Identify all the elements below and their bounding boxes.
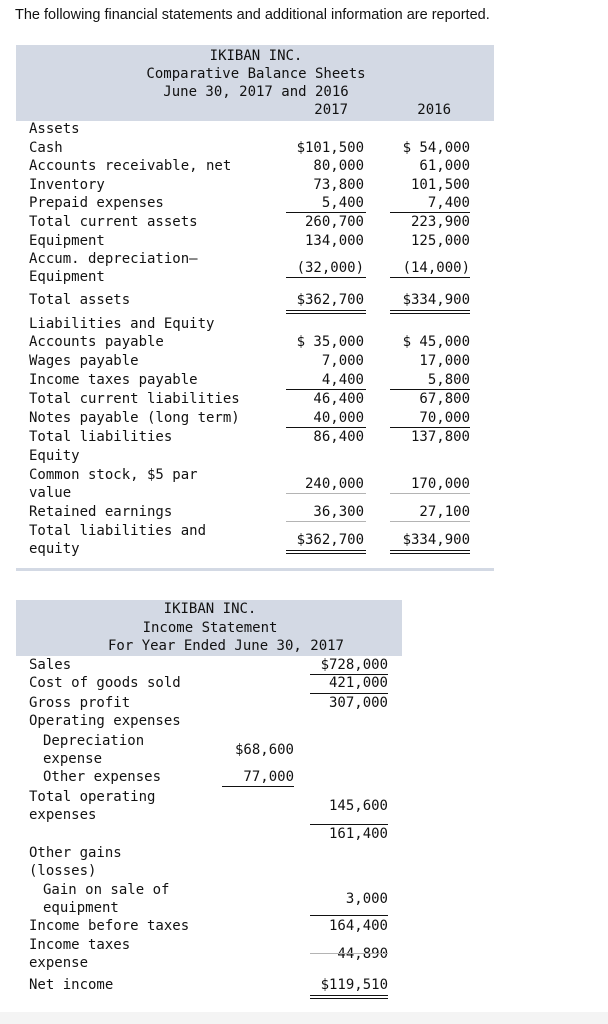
is-outer-value: 307,000 — [328, 695, 388, 711]
is-row-label-cont: (losses) — [29, 863, 97, 879]
double-underline-2017-b — [286, 313, 366, 314]
bs-value-2016: (14,000) — [402, 260, 470, 276]
is-outer-value: 164,400 — [328, 918, 388, 934]
bs-row-label: Liabilities and Equity — [29, 316, 215, 332]
column-header-2017: 2017 — [314, 102, 348, 118]
balance-sheet-date: June 30, 2017 and 2016 — [163, 84, 349, 100]
is-row-label: Gross profit — [29, 695, 131, 711]
is-row-label: Sales — [29, 657, 72, 673]
bs-value-2016: 125,000 — [410, 233, 470, 249]
bs-row-label: Retained earnings — [29, 504, 173, 520]
is-row-label: Income taxes — [29, 937, 131, 953]
is-outer-value: 145,600 — [328, 798, 388, 814]
is-double-underline-a — [310, 995, 388, 996]
underline-2016 — [390, 277, 470, 278]
bs-value-2016: 17,000 — [419, 353, 470, 369]
bs-row-label-cont: Equipment — [29, 269, 105, 285]
bs-row-label: Assets — [29, 121, 80, 137]
balance-sheet-bottom-bar — [16, 568, 494, 571]
bs-value-2016: 27,100 — [419, 504, 470, 520]
bs-value-2017: 240,000 — [304, 476, 364, 492]
double-underline-2016-b — [390, 553, 470, 554]
bs-row-label: Common stock, $5 par — [29, 467, 198, 483]
income-statement-period: For Year Ended June 30, 2017 — [107, 638, 344, 654]
is-double-underline-b — [310, 998, 388, 999]
bs-row-label: Total current assets — [29, 214, 198, 230]
bs-value-2017: 73,800 — [313, 177, 364, 193]
is-underline-other-expenses — [222, 786, 294, 787]
bs-row-label-cont: equity — [29, 541, 80, 557]
bs-row-label: Cash — [29, 140, 63, 156]
divider-2017 — [286, 493, 366, 494]
is-underline-cogs — [310, 693, 388, 694]
is-outer-value: 44,890 — [337, 946, 388, 962]
bs-value-2017: $101,500 — [296, 140, 364, 156]
bs-value-2016: 61,000 — [419, 158, 470, 174]
bs-value-2017: $362,700 — [296, 532, 364, 548]
is-row-label: Other gains — [29, 845, 122, 861]
is-underline-sales — [310, 674, 388, 675]
bs-row-label: Total liabilities and — [29, 523, 207, 539]
bs-value-2016: 67,800 — [419, 391, 470, 407]
is-inner-value: 77,000 — [243, 769, 294, 785]
bs-value-2017: 86,400 — [313, 429, 364, 445]
bs-value-2017: 36,300 — [313, 504, 364, 520]
double-underline-2017-a — [286, 550, 366, 551]
bs-row-label: Equity — [29, 448, 80, 464]
intro-text: The following financial statements and additional information are reported. — [15, 7, 490, 23]
bs-row-label: Equipment — [29, 233, 105, 249]
bs-value-2016: $334,900 — [402, 532, 470, 548]
divider-2016 — [390, 493, 470, 494]
bs-value-2017: 46,400 — [313, 391, 364, 407]
bs-row-label: Inventory — [29, 177, 105, 193]
bs-value-2017: 5,400 — [321, 195, 364, 211]
is-row-label: Cost of goods sold — [29, 675, 181, 691]
bs-row-label: Accounts payable — [29, 334, 164, 350]
is-row-label-cont: equipment — [43, 900, 119, 916]
bs-value-2016: $ 45,000 — [402, 334, 470, 350]
bs-row-label: Accounts receivable, net — [29, 158, 232, 174]
double-underline-2016-a — [390, 550, 470, 551]
divider-2016 — [390, 521, 470, 522]
is-row-label-cont: expenses — [29, 807, 97, 823]
is-row-label: Other expenses — [43, 769, 162, 785]
bs-row-label: Accum. depreciation— — [29, 251, 198, 267]
column-header-2016: 2016 — [417, 102, 451, 118]
is-row-label: Operating expenses — [29, 713, 181, 729]
is-underline-total-opex — [310, 824, 388, 825]
bs-row-label: Total liabilities — [29, 429, 173, 445]
is-underline-gain — [310, 915, 388, 916]
bs-value-2017: 4,400 — [321, 372, 364, 388]
bs-row-label: Notes payable (long term) — [29, 410, 240, 426]
income-statement-title: Income Statement — [142, 620, 278, 636]
bs-value-2016: 70,000 — [419, 410, 470, 426]
bs-value-2016: 223,900 — [410, 214, 470, 230]
bs-value-2016: 101,500 — [410, 177, 470, 193]
is-outer-value: 161,400 — [328, 826, 388, 842]
is-row-label: Total operating — [29, 789, 156, 805]
bs-value-2017: 134,000 — [304, 233, 364, 249]
double-underline-2016-b — [390, 313, 470, 314]
divider-2017 — [286, 521, 366, 522]
is-row-label-cont: expense — [43, 751, 103, 767]
is-divider-pretax — [310, 953, 388, 954]
double-underline-2016-a — [390, 310, 470, 311]
is-inner-value: $68,600 — [234, 742, 294, 758]
bs-value-2017: 7,000 — [321, 353, 364, 369]
bs-row-label: Income taxes payable — [29, 372, 198, 388]
bs-row-label: Total assets — [29, 292, 131, 308]
page-bottom-band — [0, 1012, 608, 1024]
bs-value-2017: 80,000 — [313, 158, 364, 174]
bs-row-label: Prepaid expenses — [29, 195, 164, 211]
is-outer-value: $728,000 — [320, 657, 388, 673]
income-statement-company: IKIBAN INC. — [163, 601, 257, 617]
double-underline-2017-b — [286, 553, 366, 554]
is-row-label: Depreciation — [43, 733, 145, 749]
bs-value-2016: 7,400 — [427, 195, 470, 211]
bs-value-2017: (32,000) — [296, 260, 364, 276]
is-outer-value: 421,000 — [328, 675, 388, 691]
balance-sheet-title: Comparative Balance Sheets — [146, 66, 366, 82]
bs-value-2016: $334,900 — [402, 292, 470, 308]
bs-value-2016: 170,000 — [410, 476, 470, 492]
is-row-label: Income before taxes — [29, 918, 190, 934]
balance-sheet-company: IKIBAN INC. — [209, 48, 303, 64]
bs-row-label: Wages payable — [29, 353, 139, 369]
bs-value-2017: $ 35,000 — [296, 334, 364, 350]
underline-2017 — [286, 277, 366, 278]
bs-value-2016: 137,800 — [410, 429, 470, 445]
bs-value-2017: $362,700 — [296, 292, 364, 308]
bs-row-label-cont: value — [29, 485, 72, 501]
is-outer-value: 3,000 — [345, 891, 388, 907]
bs-row-label: Total current liabilities — [29, 391, 240, 407]
bs-value-2016: 5,800 — [427, 372, 470, 388]
is-row-label-cont: expense — [29, 955, 89, 971]
bs-value-2017: 260,700 — [304, 214, 364, 230]
is-row-label: Gain on sale of — [43, 882, 170, 898]
is-outer-value: $119,510 — [320, 977, 388, 993]
double-underline-2017-a — [286, 310, 366, 311]
is-row-label: Net income — [29, 977, 114, 993]
bs-value-2016: $ 54,000 — [402, 140, 470, 156]
bs-value-2017: 40,000 — [313, 410, 364, 426]
